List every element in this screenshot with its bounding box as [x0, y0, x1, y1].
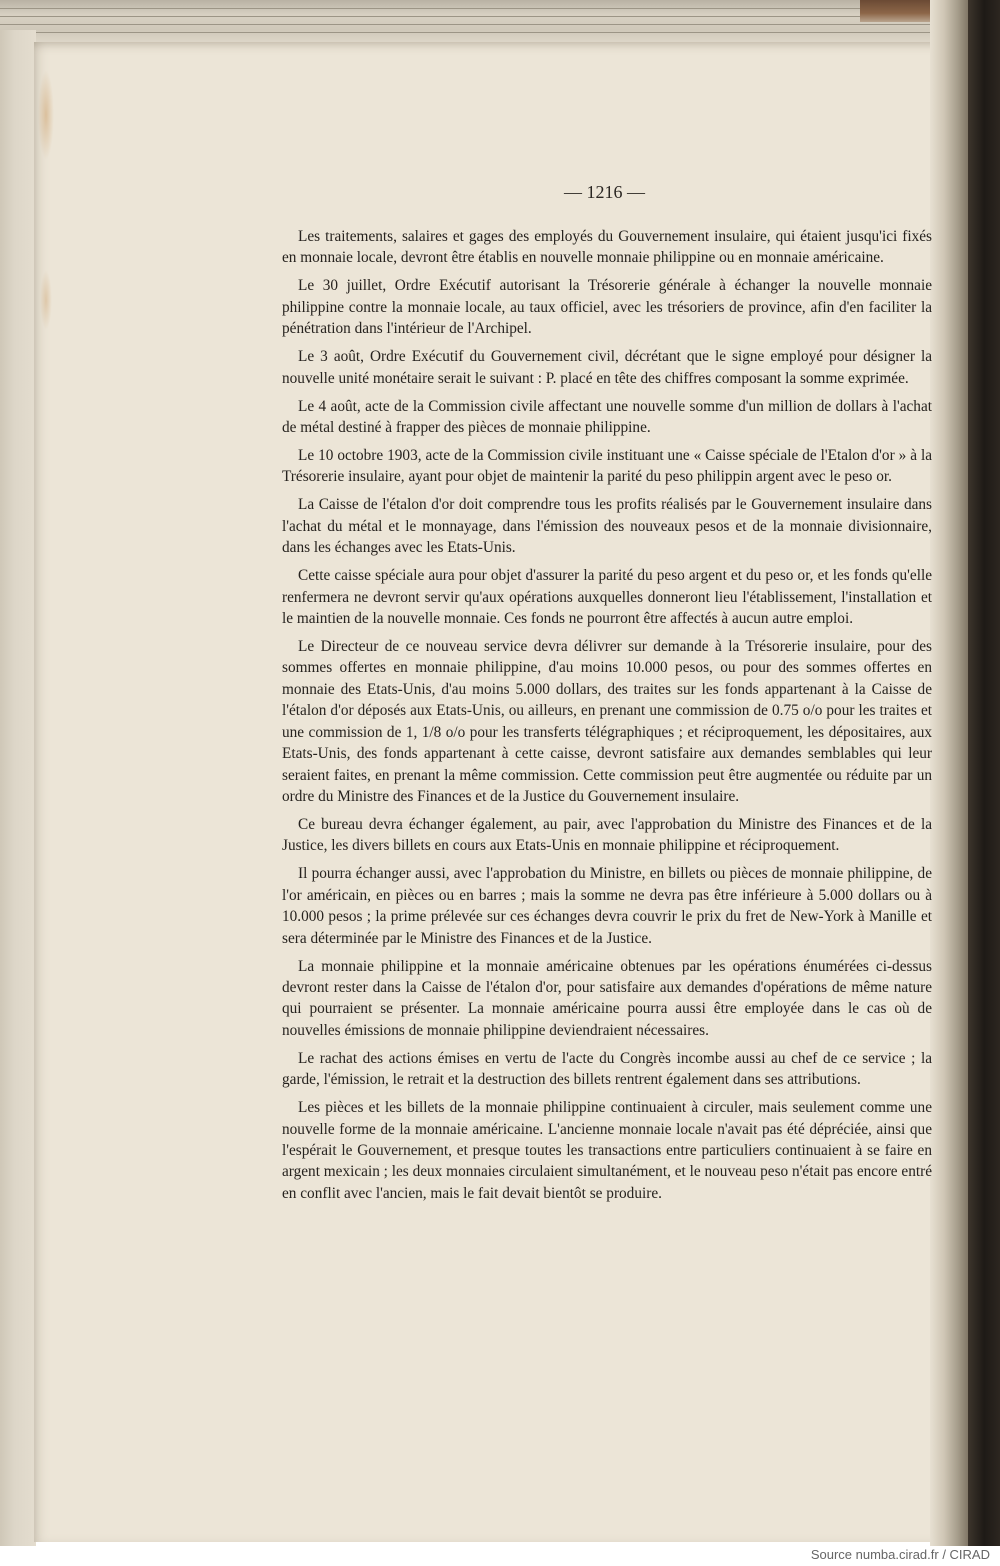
page-edge-line	[0, 32, 975, 33]
page-edge-line	[0, 16, 975, 17]
paragraph: Il pourra échanger aussi, avec l'approbation du Ministre, en billets ou pièces de monnaie philippine, de l'or américain, en pièces ou en barres ; mais la somme ne devra pas être inférieure à 5.000 dollars ou à 10.000 pesos ; la prime prélevée sur ces échanges devra couvrir le prix du fret de New-York à Manille et sera déterminée par le Ministre des Finances et de la Justice.	[282, 865, 932, 947]
paragraph: Le rachat des actions émises en vertu de l'acte du Congrès incombe aussi au chef de ce service ; la garde, l'émission, le retrait et la destruction des billets rentrent également dans ses attributions.	[282, 1049, 932, 1089]
source-credit: Source numba.cirad.fr / CIRAD	[810, 1547, 990, 1562]
paragraph: Les traitements, salaires et gages des employés du Gouvernement insulaire, qui étaient jusqu'ici fixés en monnaie locale, devront être établis en nouvelle monnaie philippine ou en monnaie américaine.	[282, 228, 932, 267]
paragraph: La Caisse de l'étalon d'or doit comprendre tous les profits réalisés par le Gouvernement insulaire dans l'achat du métal et le monnayage, dans l'émission des nouveaux pesos et de la monnaie divisionnaire, dans les échanges avec les Etats-Unis.	[282, 496, 932, 557]
page-stack-left-edge	[0, 30, 36, 1546]
paragraph: Les pièces et les billets de la monnaie philippine continuaient à circuler, mais seulement comme une nouvelle forme de la monnaie américaine. L'ancienne monnaie locale n'avait pas été dépréciée, ainsi que l'espérait le Gouvernement, et presque toutes les transactions entre particuliers continuaient à se faire en argent mexicain ; les deux monnaies circulaient simultanément, et le nouveau peso n'était pas encore entré en conflit avec l'ancien, mais le fait devait bientôt se produire.	[282, 1099, 932, 1202]
paragraph: Le 10 octobre 1903, acte de la Commission civile instituant une « Caisse spéciale de l'Etalon d'or » à la Trésorerie insulaire, ayant pour objet de maintenir la parité du peso philippin argent avec le peso or.	[282, 447, 932, 486]
paragraph: Le Directeur de ce nouveau service devra délivrer sur demande à la Trésorerie insulaire, pour des sommes offertes en monnaie philippine, d'au moins 10.000 pesos, ou pour des sommes offertes en monnaie des Etats-Unis, d'au moins 5.000 dollars, des traites sur les fonds appartenant à la Caisse de l'étalon d'or déposés aux Etats-Unis, ou ailleurs, en prenant une commission de 0.75 o/o pour les traites et une commission de 1, 1/8 o/o pour les transferts télégraphiques ; et réciproquement, les dépositaires, aux Etats-Unis, des fonds appartenant à cette caisse, devront satisfaire aux demandes semblables qui leur seraient faites, en prenant la même commission. Cette commission peut être augmentée ou réduite par un ordre du Ministre des Finances et de la Justice du Gouvernement insulaire.	[282, 638, 932, 805]
page-stain	[38, 70, 54, 160]
paragraph: Cette caisse spéciale aura pour objet d'assurer la parité du peso argent et du peso or, et les fonds qu'elle renfermera ne devront servir qu'aux opérations auxquelles donneront lieu l'établissement, l'installation et le maintien de la nouvelle monnaie. Ces fonds ne pourront être affectés à aucun autre emploi.	[282, 567, 932, 628]
paragraph: La monnaie philippine et la monnaie américaine obtenues par les opérations énumérées ci-dessus devront rester dans la Caisse de l'étalon d'or, pour satisfaire aux demandes d'opérations de même nature qui pourraient se présenter. La monnaie américaine pourra aussi être employée dans le cas où de nouvelles émissions de monnaie philippine deviendraient nécessaires.	[282, 957, 932, 1039]
page-edge-line	[0, 24, 975, 25]
paragraph: Le 30 juillet, Ordre Exécutif autorisant la Trésorerie générale à échanger la nouvelle monnaie philippine contre la monnaie locale, au taux officiel, avec les trésoriers de province, afin d'en faciliter la pénétration dans l'intérieur de l'Archipel.	[282, 277, 932, 338]
book-gutter	[930, 0, 970, 1566]
body-text	[282, 226, 932, 1211]
page-number: — 1216 —	[564, 182, 645, 202]
page-stain	[40, 270, 52, 330]
paragraph: Le 4 août, acte de la Commission civile affectant une nouvelle somme d'un million de dollars à l'achat de métal destiné à frapper des pièces de monnaie philippine.	[282, 397, 932, 437]
paragraph: Le 3 août, Ordre Exécutif du Gouvernement civil, décrétant que le signe employé pour désigner la nouvelle unité monétaire serait le suivant : P. placé en tête des chiffres composant la somme exprimée.	[282, 348, 932, 387]
book-binding	[968, 0, 1000, 1566]
page-edge-line	[0, 8, 975, 9]
paragraph: Ce bureau devra échanger également, au pair, avec l'approbation du Ministre des Finances et de la Justice, les divers billets en cours aux Etats-Unis en monnaie philippine et réciproquement.	[282, 815, 932, 855]
